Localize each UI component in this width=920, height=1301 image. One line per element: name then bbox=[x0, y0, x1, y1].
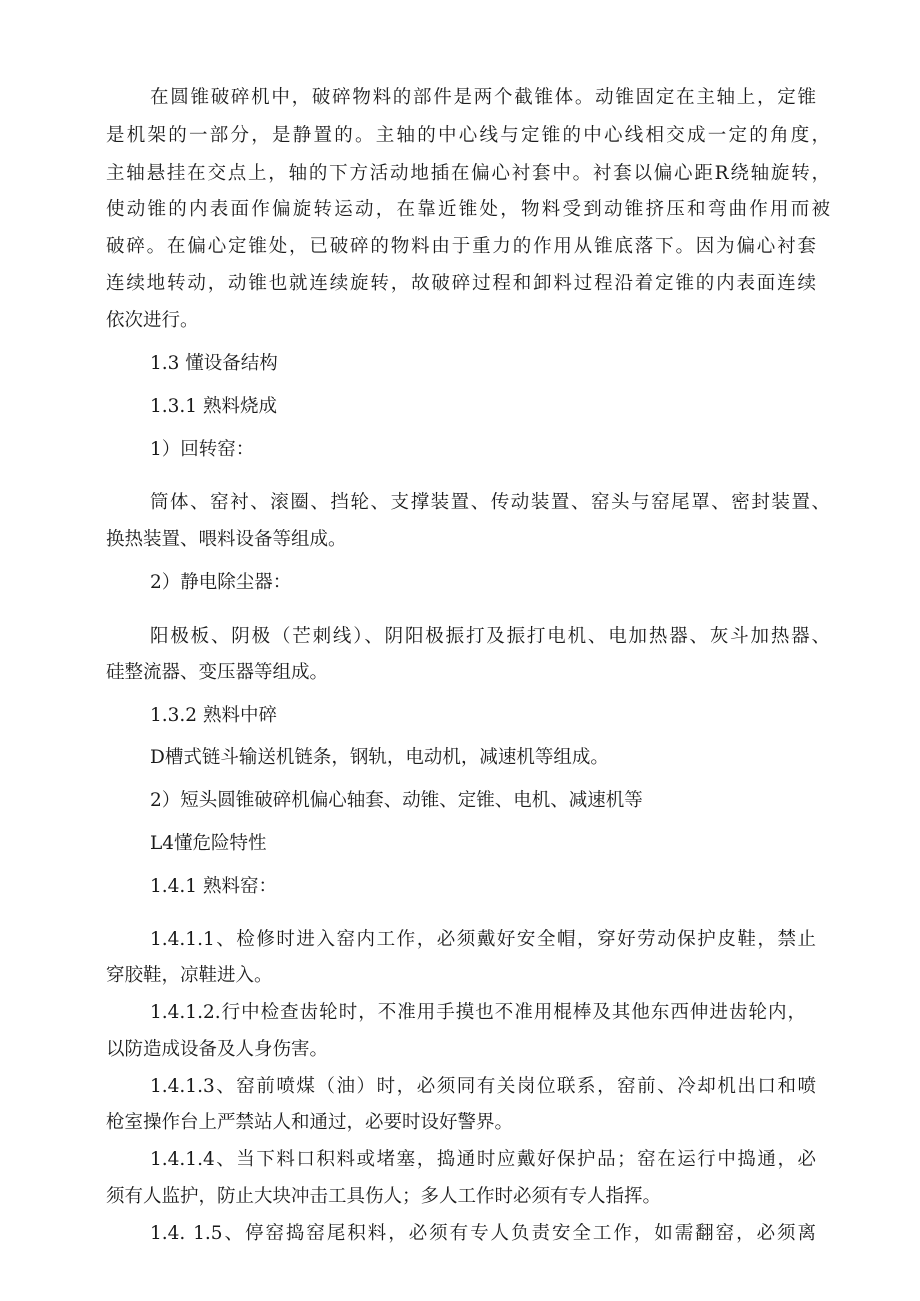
text-line: 硅整流器、变压器等组成。 bbox=[106, 662, 329, 683]
text-line: 破碎。在偏心定锥处，已破碎的物料由于重力的作用从锥底落下。因为偏心衬套 bbox=[106, 236, 816, 257]
section-heading: L4懂危险特性 bbox=[150, 833, 267, 854]
section-heading: 1.3 懂设备结构 bbox=[150, 353, 278, 374]
list-item-label: 2）静电除尘器： bbox=[150, 572, 292, 593]
text-line: 是机架的一部分，是静置的。主轴的中心线与定锥的中心线相交成一定的角度， bbox=[106, 125, 830, 146]
subsection-heading: 1.3.1 熟料烧成 bbox=[150, 396, 277, 417]
text-line: 依次进行。 bbox=[106, 310, 199, 331]
text-line: 阳极板、阴极（芒刺线）、阴阳极振打及振打电机、电加热器、灰斗加热器、 bbox=[150, 626, 830, 647]
text-line: 以防造成设备及人身伤害。 bbox=[106, 1039, 329, 1060]
subsection-heading: 1.4.1 熟料窑： bbox=[150, 876, 277, 897]
text-line: 须有人监护，防止大块冲击工具伤人；多人工作时必须有专人指挥。 bbox=[106, 1186, 662, 1207]
text-line: 穿胶鞋，凉鞋进入。 bbox=[106, 965, 273, 986]
text-line: 1.4.1.4、当下料口积料或堵塞，捣通时应戴好保护品；窑在运行中捣通，必 bbox=[150, 1149, 816, 1170]
text-line: 1.4.1.2.行中检查齿轮时，不准用手摸也不准用棍棒及其他东西伸进齿轮内， bbox=[150, 1002, 806, 1023]
text-line: 在圆锥破碎机中，破碎物料的部件是两个截锥体。动锥固定在主轴上，定锥 bbox=[150, 87, 816, 108]
list-item-label: 1）回转窑： bbox=[150, 439, 255, 460]
text-line: 使动锥的内表面作偏旋转运动，在靠近锥处，物料受到动锥挤压和弯曲作用而被 bbox=[106, 199, 830, 220]
text-line: 主轴悬挂在交点上，轴的下方活动地插在偏心衬套中。衬套以偏心距R绕轴旋转， bbox=[106, 163, 830, 184]
text-line: 1.4. 1.5、停窑捣窑尾积料，必须有专人负责安全工作，如需翻窑，必须离 bbox=[150, 1223, 816, 1244]
text-line: 枪室操作台上严禁站人和通过，必要时设好警界。 bbox=[106, 1112, 514, 1133]
text-line: 筒体、窑衬、滚圈、挡轮、支撑装置、传动装置、窑头与窑尾罩、密封装置、 bbox=[150, 492, 830, 513]
text-line: 连续地转动，动锥也就连续旋转，故破碎过程和卸料过程沿着定锥的内表面连续 bbox=[106, 273, 816, 294]
text-line: 1.4.1.1、检修时进入窑内工作，必须戴好安全帽，穿好劳动保护皮鞋，禁止 bbox=[150, 929, 816, 950]
text-line: 换热装置、喂料设备等组成。 bbox=[106, 529, 347, 550]
list-item: 2）短头圆锥破碎机偏心轴套、动锥、定锥、电机、减速机等 bbox=[150, 790, 643, 811]
subsection-heading: 1.3.2 熟料中碎 bbox=[150, 705, 277, 726]
list-item: D槽式链斗输送机链条，钢轨，电动机，减速机等组成。 bbox=[150, 747, 609, 768]
text-line: 1.4.1.3、窑前喷煤（油）时，必须同有关岗位联系，窑前、冷却机出口和喷 bbox=[150, 1076, 816, 1097]
